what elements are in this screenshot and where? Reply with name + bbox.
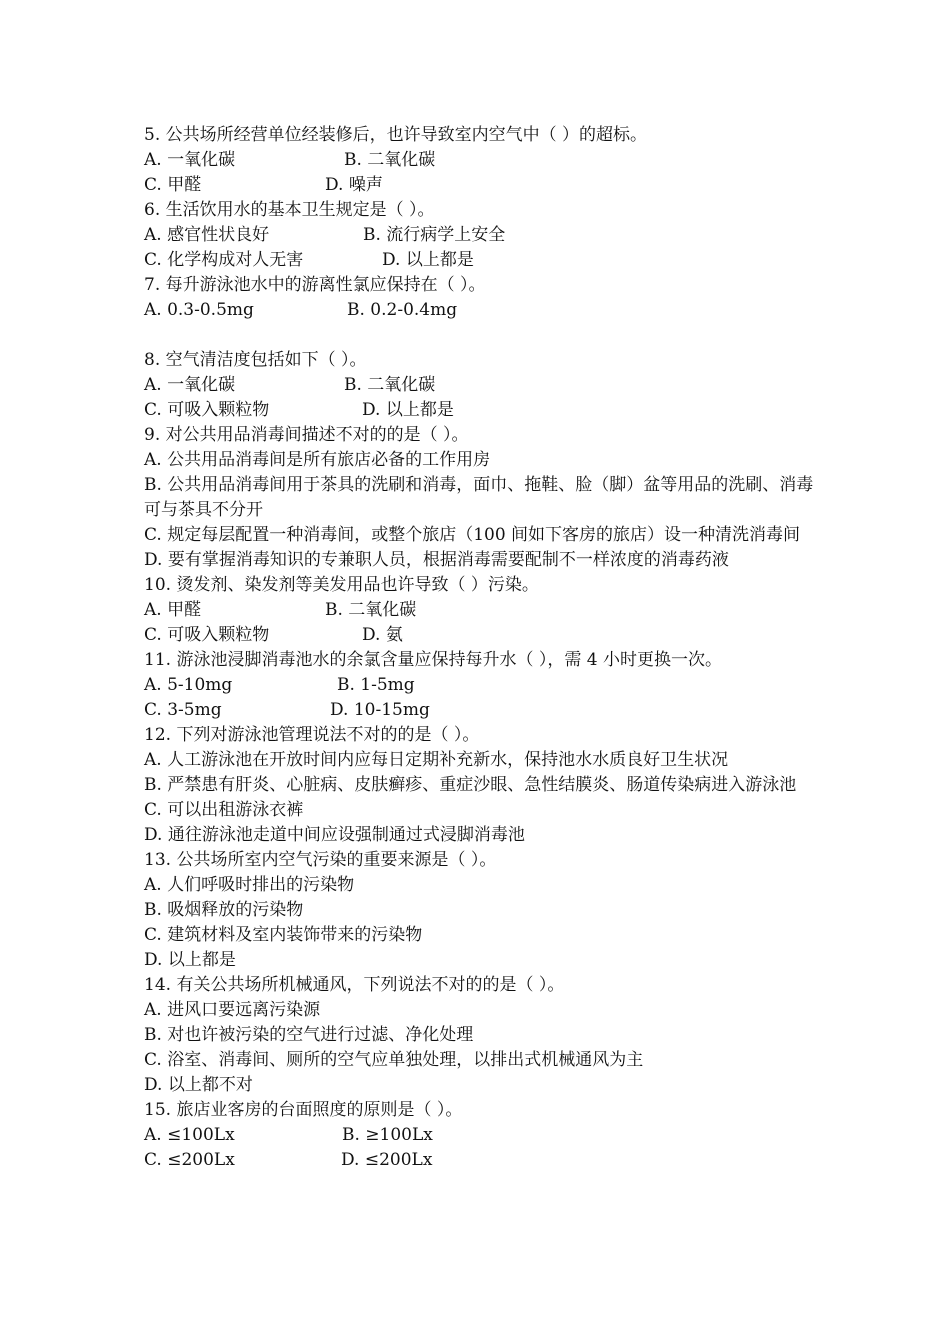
question-8-stem: 8. 空气清洁度包括如下（ ）。 <box>144 350 367 370</box>
option-c: C. 3-5mg <box>144 700 222 720</box>
option-c: C. ≤200Lx <box>144 1150 235 1170</box>
option-c: C. 化学构成对人无害 <box>144 250 304 270</box>
question-13-option-a: A. 人们呼吸时排出的污染物 <box>144 875 355 895</box>
question-5-options-row-2 <box>144 173 814 198</box>
question-15-options-row-1 <box>144 1123 814 1148</box>
question-7-options-row-1 <box>144 298 814 323</box>
question-13-stem: 13. 公共场所室内空气污染的重要来源是（ ）。 <box>144 850 497 870</box>
question-11-options-row-1 <box>144 673 814 698</box>
option-b: B. ≥100Lx <box>342 1125 433 1145</box>
question-list <box>144 123 814 1173</box>
question-9-option-a: A. 公共用品消毒间是所有旅店必备的工作用房 <box>144 450 491 470</box>
question-9-option-c: C. 规定每层配置一种消毒间，或整个旅店（100 间如下客房的旅店）设一种清洗消毒间 <box>144 525 801 545</box>
option-d: D. 噪声 <box>325 175 383 195</box>
option-d: D. 以上都是 <box>362 400 454 420</box>
question-10-stem: 10. 烫发剂、染发剂等美发用品也许导致（ ）污染。 <box>144 575 539 595</box>
option-a: A. ≤100Lx <box>144 1125 235 1145</box>
question-10-options-row-1 <box>144 598 814 623</box>
option-a: A. 一氧化碳 <box>144 150 236 170</box>
option-c: C. 可吸入颗粒物 <box>144 400 270 420</box>
blank-line <box>144 323 814 348</box>
question-14-stem: 14. 有关公共场所机械通风，下列说法不对的的是（ ）。 <box>144 975 565 995</box>
question-14-option-a: A. 进风口要远离污染源 <box>144 1000 321 1020</box>
question-9-option-d: D. 要有掌握消毒知识的专兼职人员，根据消毒需要配制不一样浓度的消毒药液 <box>144 550 729 570</box>
option-b: B. 二氧化碳 <box>344 150 436 170</box>
question-15-stem: 15. 旅店业客房的台面照度的原则是（ ）。 <box>144 1100 463 1120</box>
option-d: D. 以上都是 <box>382 250 474 270</box>
question-6-stem: 6. 生活饮用水的基本卫生规定是（ ）。 <box>144 200 435 220</box>
option-a: A. 感官性状良好 <box>144 225 270 245</box>
question-5-options-row-1 <box>144 148 814 173</box>
question-7-stem: 7. 每升游泳池水中的游离性氯应保持在（ ）。 <box>144 275 486 295</box>
option-b: B. 二氧化碳 <box>344 375 436 395</box>
question-11-stem: 11. 游泳池浸脚消毒池水的余氯含量应保持每升水（ ），需 4 小时更换一次。 <box>144 650 722 670</box>
question-10-options-row-2 <box>144 623 814 648</box>
question-14-option-c: C. 浴室、消毒间、厕所的空气应单独处理，以排出式机械通风为主 <box>144 1050 644 1070</box>
question-5-stem: 5. 公共场所经营单位经装修后，也许导致室内空气中（ ）的超标。 <box>144 125 648 145</box>
question-13-option-b: B. 吸烟释放的污染物 <box>144 900 304 920</box>
question-6-options-row-2 <box>144 248 814 273</box>
question-12-option-c: C. 可以出租游泳衣裤 <box>144 800 304 820</box>
question-13-option-d: D. 以上都是 <box>144 950 236 970</box>
question-8-options-row-1 <box>144 373 814 398</box>
option-a: A. 甲醛 <box>144 600 202 620</box>
question-12-option-b: B. 严禁患有肝炎、心脏病、皮肤癣疹、重症沙眼、急性结膜炎、肠道传染病进入游泳池 <box>144 775 797 795</box>
option-a: A. 0.3-0.5mg <box>144 300 254 320</box>
option-c: C. 甲醛 <box>144 175 202 195</box>
option-b: B. 二氧化碳 <box>325 600 417 620</box>
question-6-options-row-1 <box>144 223 814 248</box>
option-a: A. 5-10mg <box>144 675 233 695</box>
question-11-options-row-2 <box>144 698 814 723</box>
question-8-options-row-2 <box>144 398 814 423</box>
option-b: B. 1-5mg <box>337 675 415 695</box>
question-9-stem: 9. 对公共用品消毒间描述不对的的是（ ）。 <box>144 425 469 445</box>
question-13-option-c: C. 建筑材料及室内装饰带来的污染物 <box>144 925 423 945</box>
question-12-option-a: A. 人工游泳池在开放时间内应每日定期补充新水，保持池水水质良好卫生状况 <box>144 750 729 770</box>
question-15-options-row-2 <box>144 1148 814 1173</box>
option-d: D. 10-15mg <box>330 700 430 720</box>
option-c: C. 可吸入颗粒物 <box>144 625 270 645</box>
question-14-option-b: B. 对也许被污染的空气进行过滤、净化处理 <box>144 1025 474 1045</box>
option-b: B. 流行病学上安全 <box>363 225 506 245</box>
option-b: B. 0.2-0.4mg <box>347 300 458 320</box>
question-14-option-d: D. 以上都不对 <box>144 1075 253 1095</box>
question-12-option-d: D. 通往游泳池走道中间应设强制通过式浸脚消毒池 <box>144 825 525 845</box>
option-d: D. ≤200Lx <box>341 1150 433 1170</box>
question-12-stem: 12. 下列对游泳池管理说法不对的的是（ ）。 <box>144 725 480 745</box>
question-9-option-b: B. 公共用品消毒间用于茶具的洗刷和消毒，面巾、拖鞋、脸（脚）盆等用品的洗刷、消毒可与茶具不分开 <box>144 475 814 520</box>
option-d: D. 氨 <box>362 625 403 645</box>
option-a: A. 一氧化碳 <box>144 375 236 395</box>
